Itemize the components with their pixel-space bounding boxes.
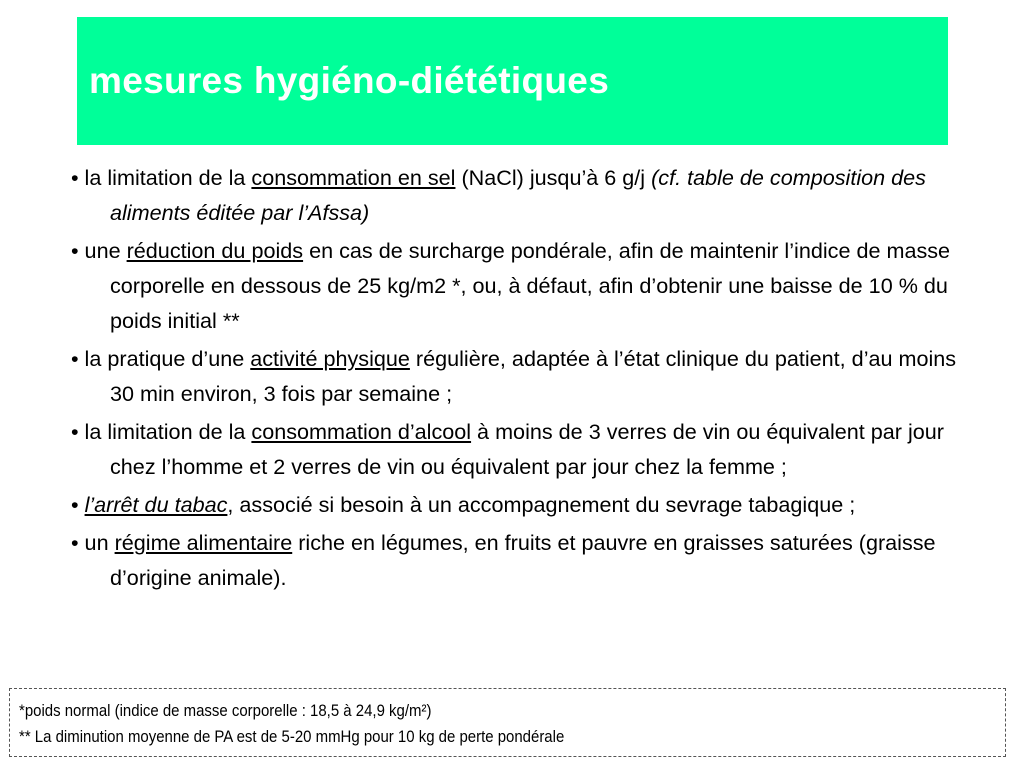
bullet-marker: •: [71, 165, 79, 190]
weight-reduction-text: réduction du poids: [126, 238, 304, 263]
slide-title: mesures hygiéno-diététiques: [89, 60, 610, 101]
list-item-diet: • un régime alimentaire riche en légumes, en fruits et pauvre en graisses saturées (graisse d’origine animale).: [71, 530, 936, 590]
list-item-activity: • la pratique d’une activité physique régulière, adaptée à l’état clinique du patient, d’au moins 30 min environ, 3 fois par semaine ;: [71, 346, 957, 406]
bullet-marker: •: [71, 419, 79, 444]
bullet-marker: •: [71, 530, 79, 555]
footnote-bmi: *poids normal (indice de masse corporelle : 18,5 à 24,9 kg/m²): [19, 701, 432, 720]
recommendations-list: [71, 160, 963, 598]
salt-consumption-text: consommation en sel: [251, 165, 456, 190]
list-item-tobacco: • l’arrêt du tabac, associé si besoin à un accompagnement du sevrage tabagique ;: [71, 492, 856, 517]
list-item-weight: • une réduction du poids en cas de surcharge pondérale, afin de maintenir l’indice de masse corporelle en dessous de 25 kg/m2 *, ou, à défaut, afin d’obtenir une baisse de 10 % du poids initial **: [71, 238, 951, 333]
diet-text: régime alimentaire: [114, 530, 293, 555]
bullet-marker: •: [71, 238, 79, 263]
afssa-reference: (cf. table de composition des aliments éditée par l’Afssa): [110, 165, 926, 225]
footnote-box: [9, 688, 1006, 757]
physical-activity-text: activité physique: [250, 346, 410, 371]
list-item-alcohol: • la limitation de la consommation d’alcool à moins de 3 verres de vin ou équivalent par jour chez l’homme et 2 verres de vin ou équivalent par jour chez la femme ;: [71, 419, 944, 479]
bullet-marker: •: [71, 492, 79, 517]
tobacco-cessation-text: l’arrêt du tabac: [84, 492, 228, 517]
footnote-blood-pressure: ** La diminution moyenne de PA est de 5-20 mmHg pour 10 kg de perte pondérale: [19, 727, 565, 746]
list-item-salt: • la limitation de la consommation en sel (NaCl) jusqu’à 6 g/j (cf. table de composition des aliments éditée par l’Afssa): [71, 165, 926, 225]
bullet-marker: •: [71, 346, 79, 371]
alcohol-consumption-text: consommation d’alcool: [251, 419, 472, 444]
title-banner: [77, 17, 948, 145]
